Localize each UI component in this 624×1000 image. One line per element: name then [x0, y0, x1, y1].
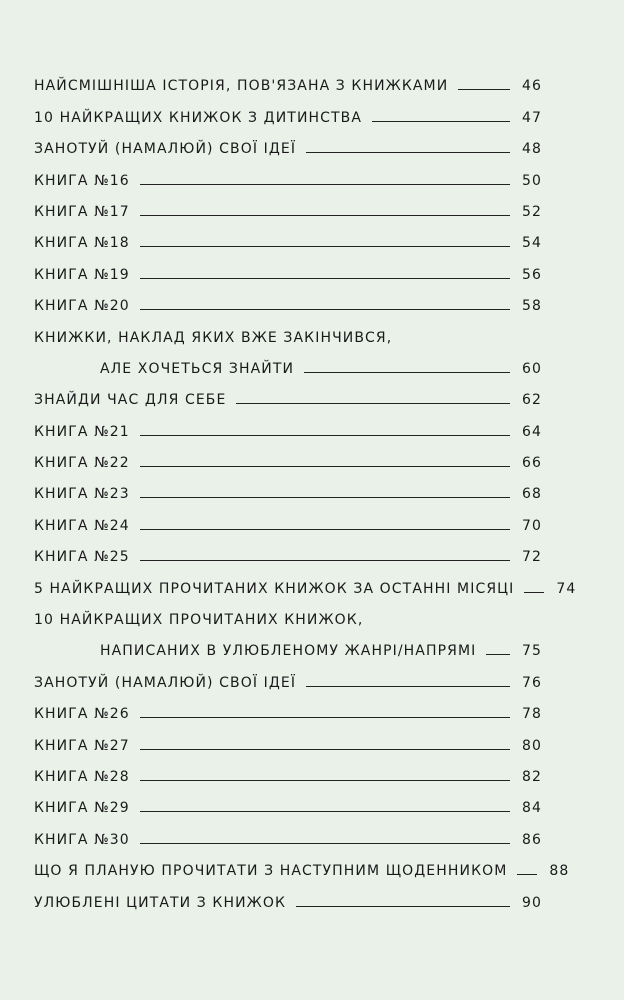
toc-entry [34, 502, 542, 533]
toc-entry-title: НАЙСМІШНІША ІСТОРІЯ, ПОВ'ЯЗАНА З КНИЖКАМИ [34, 78, 449, 95]
toc-entry-page: 88 [549, 863, 570, 880]
toc-entry-page: 66 [521, 455, 542, 472]
toc-entry-title: КНИГА №20 [34, 298, 130, 315]
leader-line [140, 529, 510, 530]
leader-line [524, 592, 544, 593]
leader-line [458, 89, 510, 90]
toc-entry [34, 408, 542, 439]
toc-entry-page: 56 [521, 266, 542, 283]
toc-entry-title: 10 НАЙКРАЩИХ ПРОЧИТАНИХ КНИЖОК, [34, 612, 364, 629]
toc-entry [34, 126, 542, 157]
toc-entry-page: 52 [521, 203, 542, 220]
toc-entry-title: КНИГА №25 [34, 549, 130, 566]
toc-entry-title: КНИГА №29 [34, 800, 130, 817]
toc-entry [34, 440, 542, 471]
toc-entry-title: КНИГА №27 [34, 737, 130, 754]
toc-entry-title: ЗНАЙДИ ЧАС ДЛЯ СЕБЕ [34, 392, 227, 409]
toc-entry [34, 534, 542, 565]
leader-line [517, 874, 537, 875]
toc-entry-title: КНИГА №24 [34, 517, 130, 534]
toc-entry [34, 377, 542, 408]
toc-entry-page: 80 [521, 737, 542, 754]
leader-line [140, 215, 510, 216]
toc-entry-page: 70 [521, 517, 542, 534]
toc-entry [34, 722, 542, 753]
toc-entry [34, 879, 542, 910]
toc-entry [34, 314, 542, 345]
leader-line [140, 246, 510, 247]
toc-entry-page: 47 [521, 109, 542, 126]
toc-entry-title: КНИГА №21 [34, 423, 130, 440]
toc-entry [34, 94, 542, 125]
toc-entry [34, 471, 542, 502]
toc-entry-page: 46 [521, 78, 542, 95]
leader-line [140, 560, 510, 561]
toc-entry-title: НАПИСАНИХ В УЛЮБЛЕНОМУ ЖАНРІ/НАПРЯМІ [100, 643, 477, 660]
toc-entry-page: 50 [521, 172, 542, 189]
leader-line [140, 811, 510, 812]
toc-entry-page: 68 [521, 486, 542, 503]
toc-entry [34, 848, 570, 880]
leader-line [236, 403, 510, 404]
toc-entry [34, 565, 577, 597]
toc-entry [34, 597, 542, 628]
leader-line [140, 497, 510, 498]
toc-entry [34, 283, 542, 314]
leader-line [140, 184, 510, 185]
toc-entry-page: 78 [521, 706, 542, 723]
toc-entry-title: 10 НАЙКРАЩИХ КНИЖОК З ДИТИНСТВА [34, 109, 363, 126]
leader-line [140, 843, 510, 844]
toc-entry-page: 60 [521, 360, 542, 377]
leader-line [140, 717, 510, 718]
toc-entry-title: 5 НАЙКРАЩИХ ПРОЧИТАНИХ КНИЖОК ЗА ОСТАННІ МІСЯЦІ [34, 580, 515, 597]
toc-entry-page: 74 [556, 580, 577, 597]
toc-entry [34, 754, 542, 785]
toc-entry-page: 72 [521, 549, 542, 566]
toc-entry [34, 220, 542, 251]
toc-entry-title: КНИГА №23 [34, 486, 130, 503]
toc-entry-title: УЛЮБЛЕНІ ЦИТАТИ З КНИЖОК [34, 894, 287, 911]
toc-entry-title: КНИГА №22 [34, 455, 130, 472]
leader-line [296, 906, 510, 907]
toc-entry-page: 82 [521, 768, 542, 785]
leader-line [304, 372, 510, 373]
leader-line [306, 686, 510, 687]
leader-line [140, 780, 510, 781]
toc-entry-page: 62 [521, 392, 542, 409]
toc-entry-page: 58 [521, 298, 542, 315]
leader-line [140, 749, 510, 750]
toc-entry [34, 691, 542, 722]
leader-line [372, 121, 510, 122]
toc-entry [34, 346, 542, 377]
toc-entry [34, 659, 542, 690]
toc-entry-page: 90 [521, 894, 542, 911]
toc-entry [34, 785, 542, 816]
toc-entry-title: ЗАНОТУЙ (НАМАЛЮЙ) СВОЇ ІДЕЇ [34, 141, 297, 158]
toc-entry-title: КНИГА №18 [34, 235, 130, 252]
toc-entry [34, 251, 542, 282]
toc-entry-page: 84 [521, 800, 542, 817]
leader-line [140, 466, 510, 467]
toc-entry-title: КНИГА №30 [34, 831, 130, 848]
toc-entry-page: 76 [521, 674, 542, 691]
leader-line [140, 309, 510, 310]
leader-line [140, 435, 510, 436]
toc-entry-title: КНИГА №16 [34, 172, 130, 189]
toc-entry-title: КНИГА №17 [34, 203, 130, 220]
toc-entry [34, 157, 542, 188]
toc-entry [34, 189, 542, 220]
toc-entry-page: 64 [521, 423, 542, 440]
toc-entry-page: 75 [521, 643, 542, 660]
leader-line [306, 152, 510, 153]
table-of-contents [34, 63, 577, 911]
toc-entry [34, 628, 542, 659]
toc-entry-page: 86 [521, 831, 542, 848]
toc-entry-title: КНИГА №19 [34, 266, 130, 283]
toc-entry [34, 63, 542, 94]
toc-entry-title: КНИГА №26 [34, 706, 130, 723]
toc-entry-title: КНИЖКИ, НАКЛАД ЯКИХ ВЖЕ ЗАКІНЧИВСЯ, [34, 329, 393, 346]
toc-entry-page: 48 [521, 141, 542, 158]
leader-line [140, 278, 510, 279]
leader-line [486, 654, 510, 655]
toc-entry [34, 816, 542, 847]
toc-entry-title: КНИГА №28 [34, 768, 130, 785]
toc-entry-title: АЛЕ ХОЧЕТЬСЯ ЗНАЙТИ [100, 360, 295, 377]
toc-entry-title: ЩО Я ПЛАНУЮ ПРОЧИТАТИ З НАСТУПНИМ ЩОДЕННИКОМ [34, 863, 508, 880]
toc-entry-title: ЗАНОТУЙ (НАМАЛЮЙ) СВОЇ ІДЕЇ [34, 674, 297, 691]
toc-entry-page: 54 [521, 235, 542, 252]
